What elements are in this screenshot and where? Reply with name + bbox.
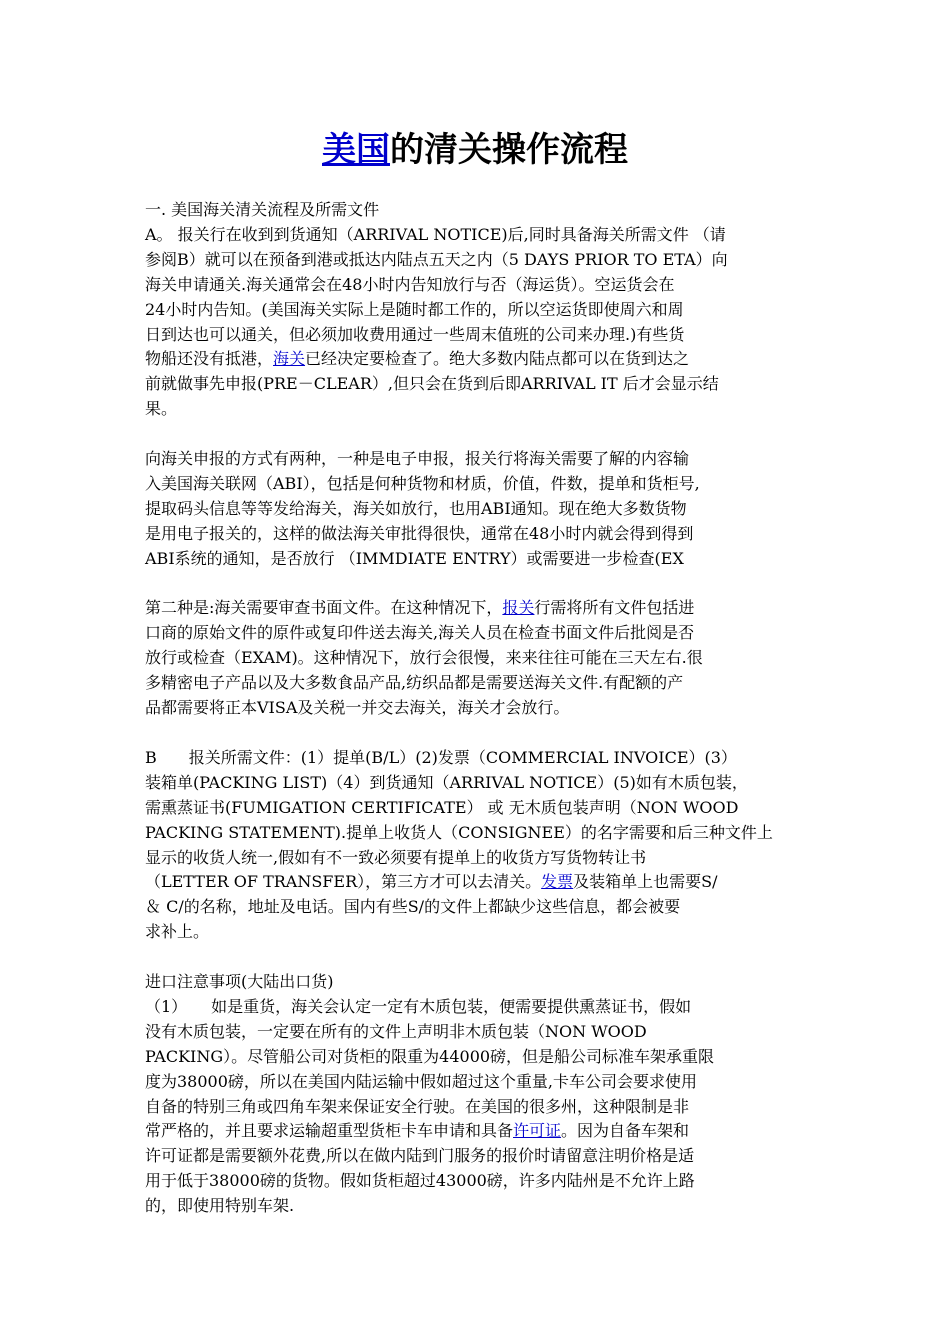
para-b-line: B 报关所需文件：(1）提单(B/L）(2)发票（COMMERCIAL INVOICE）(3） — [145, 747, 737, 767]
import-line: 许可证都是需要额外花费,所以在做内陆到门服务的报价时请留意注明价格是适 — [145, 1146, 695, 1166]
text-segment: 物船还没有抵港， — [145, 349, 274, 369]
para-a-line: 参阅B）就可以在预备到港或抵达内陆点五天之内（5 DAYS PRIOR TO ETA）向 — [145, 249, 728, 269]
document-body — [145, 198, 815, 1219]
import-line: 的，即使用特别车架. — [145, 1196, 295, 1216]
para-paper-line: 放行或检查（EXAM)。这种情况下，放行会很慢，来来往往可能在三天左右.很 — [145, 648, 703, 668]
para-paper-line — [145, 596, 815, 621]
paragraph-gap — [145, 945, 815, 970]
text-segment: 。因为自备车架和 — [561, 1121, 690, 1141]
para-a-line: A。 报关行在收到到货通知（ARRIVAL NOTICE)后,同时具备海关所需文件 （请 — [145, 224, 726, 244]
paragraph-gap — [145, 721, 815, 746]
import-line: 度为38000磅，所以在美国内陆运输中假如超过这个重量,卡车公司会要求使用 — [145, 1071, 697, 1091]
para-b-line: 装箱单(PACKING LIST)（4）到货通知（ARRIVAL NOTICE）(5)如有木质包装， — [145, 772, 748, 792]
title-link-usa[interactable]: 美国 — [322, 130, 390, 170]
para-a-line: 海关申请通关.海关通常会在48小时内告知放行与否（海运货）。空运货会在 — [145, 274, 675, 294]
paragraph-gap — [145, 422, 815, 447]
link-customs[interactable]: 海关 — [273, 349, 306, 369]
title-text: 的清关操作流程 — [390, 130, 628, 170]
para-e-line: 入美国海关联网（ABI），包括是何种货物和材质，价值，件数，提单和货柜号, — [145, 473, 700, 493]
import-line: 自备的特别三角或四角车架来保证安全行驶。在美国的很多州，这种限制是非 — [145, 1096, 690, 1116]
para-a-line — [145, 347, 815, 372]
para-b-line — [145, 870, 815, 895]
link-invoice[interactable]: 发票 — [541, 872, 574, 892]
link-declaration[interactable]: 报关 — [502, 598, 535, 618]
section-heading: 一. 美国海关清关流程及所需文件 — [145, 200, 380, 219]
para-b-line: 显示的收货人统一,假如有不一致必须要有提单上的收货方写货物转让书 — [145, 847, 647, 867]
text-segment: 已经决定要检查了。绝大多数内陆点都可以在货到达之 — [305, 349, 690, 369]
para-e-line: ABI系统的通知，是否放行 （IMMDIATE ENTRY）或需要进一步检查(EX — [145, 548, 684, 568]
import-line: （1） 如是重货，海关会认定一定有木质包装，便需要提供熏蒸证书，假如 — [145, 996, 692, 1016]
para-paper-line: 口商的原始文件的原件或复印件送去海关,海关人员在检查书面文件后批阅是否 — [145, 623, 695, 643]
para-b-line: 求补上。 — [145, 922, 210, 942]
para-b-line: PACKING STATEMENT).提单上收货人（CONSIGNEE）的名字需要和后三种文件上 — [145, 822, 773, 842]
link-permit[interactable]: 许可证 — [513, 1121, 562, 1141]
import-line: 用于低于38000磅的货物。假如货柜超过43000磅，许多内陆州是不允许上路 — [145, 1171, 695, 1191]
para-paper-line: 多精密电子产品以及大多数食品产品,纺织品都是需要送海关文件.有配额的产 — [145, 673, 684, 693]
text-segment: 常严格的，并且要求运输超重型货柜卡车申请和具备 — [145, 1121, 514, 1141]
page-title — [0, 127, 950, 173]
text-segment: （LETTER OF TRANSFER），第三方才可以去清关。 — [145, 872, 542, 892]
text-segment: 第二种是:海关需要审查书面文件。在这种情况下， — [145, 598, 503, 618]
para-e-line: 是用电子报关的，这样的做法海关审批得很快，通常在48小时内就会得到得到 — [145, 523, 694, 543]
para-b-line: ＆ C/的名称，地址及电话。国内有些S/的文件上都缺少这些信息，都会被要 — [145, 897, 681, 917]
import-line — [145, 1119, 815, 1144]
para-paper-line: 品都需要将正本VISA及关税一并交去海关，海关才会放行。 — [145, 698, 570, 718]
para-e-line: 提取码头信息等等发给海关，海关如放行，也用ABI通知。现在绝大多数货物 — [145, 498, 687, 518]
para-b-line: 需熏蒸证书(FUMIGATION CERTIFICATE） 或 无木质包装声明（NON WOOD — [145, 797, 739, 817]
text-segment: 及装箱单上也需要S/ — [573, 872, 718, 892]
para-a-line: 前就做事先申报(PRE－CLEAR）,但只会在货到后即ARRIVAL IT 后才会显示结 — [145, 374, 719, 394]
text-segment: 行需将所有文件包括进 — [534, 598, 695, 618]
import-line: PACKING）。尽管船公司对货柜的限重为44000磅，但是船公司标准车架承重限 — [145, 1046, 715, 1066]
para-a-line: 日到达也可以通关，但必须加收费用通过一些周末值班的公司来办理.)有些货 — [145, 324, 685, 344]
para-a-line: 果。 — [145, 399, 178, 419]
import-line: 没有木质包装，一定要在所有的文件上声明非木质包装（NON WOOD — [145, 1021, 647, 1041]
paragraph-gap — [145, 572, 815, 597]
para-e-line: 向海关申报的方式有两种，一种是电子申报，报关行将海关需要了解的内容输 — [145, 449, 690, 469]
para-a-line: 24小时内告知。(美国海关实际上是随时都工作的，所以空运货即使周六和周 — [145, 299, 684, 319]
import-heading: 进口注意事项(大陆出口货) — [145, 972, 334, 992]
